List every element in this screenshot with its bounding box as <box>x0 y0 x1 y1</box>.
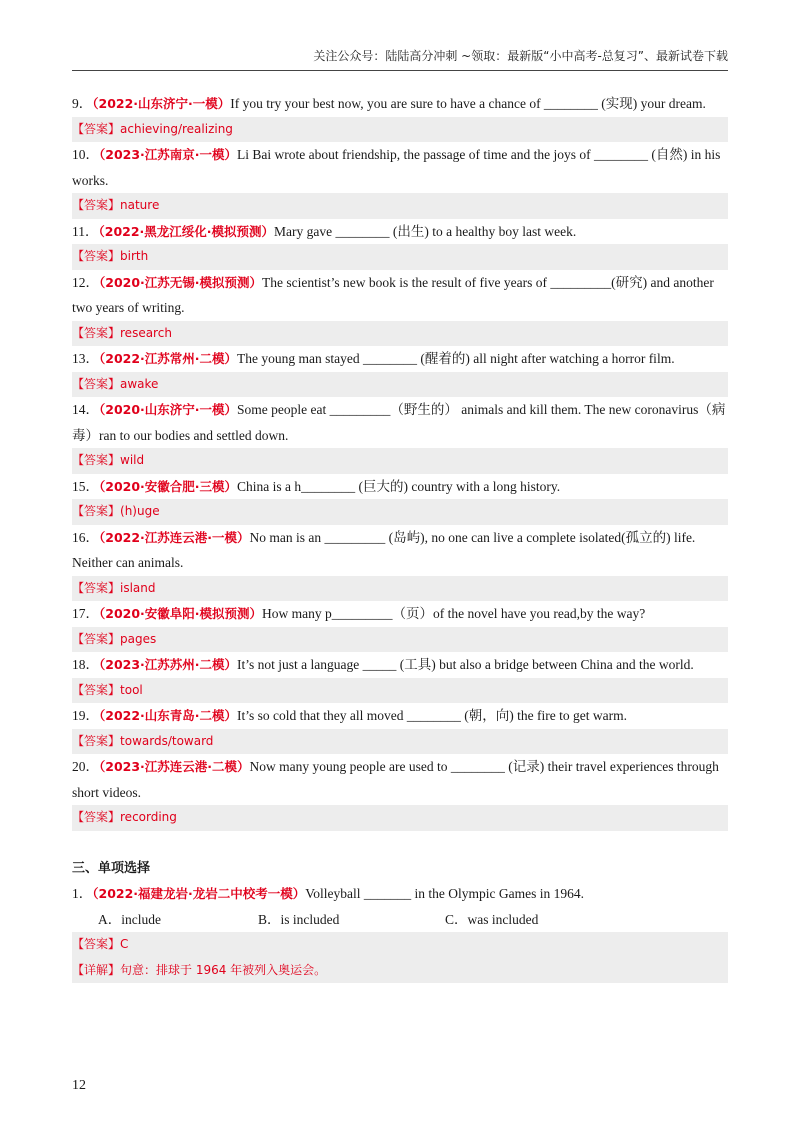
answer-text: achieving/realizing <box>120 121 233 136</box>
question-number: 13． <box>72 351 99 366</box>
answer-tag: 【答案】 <box>72 810 121 824</box>
answer-line <box>72 499 728 525</box>
question-text: Li Bai wrote about friendship, the passage of time and the joys of ________ (自然) in his works. <box>72 147 721 188</box>
page-number: 12 <box>72 1078 86 1093</box>
question-text: No man is an _________ (岛屿), no one can live a complete isolated(孤立的) life. Neither can animals. <box>72 529 696 570</box>
question <box>72 219 728 245</box>
choice-question <box>72 881 728 907</box>
fill-in-question-list <box>72 91 728 831</box>
answer-text: awake <box>120 376 159 391</box>
answer-text: research <box>120 325 172 340</box>
question-text: Now many young people are used to ________ (记录) their travel experiences through short videos. <box>72 759 719 800</box>
question <box>72 652 728 678</box>
header-divider <box>72 70 728 71</box>
question-number: 20． <box>72 759 99 774</box>
option-c: C．was included <box>445 911 539 927</box>
question-source: （2022·山东青岛·二模） <box>99 708 238 723</box>
answer-text: island <box>120 580 156 595</box>
answer-text: recording <box>120 810 177 824</box>
option-b: B．is included <box>258 911 340 927</box>
answer-text: C <box>120 937 129 951</box>
option-a: A．include <box>98 911 161 927</box>
answer-line <box>72 193 728 219</box>
answer-line <box>72 576 728 602</box>
question-source: （2020·山东济宁·一模） <box>99 402 238 417</box>
question-source: （2022·福建龙岩·龙岩二中校考一模） <box>92 886 306 901</box>
question-source: （2023·江苏苏州·二模） <box>99 657 238 672</box>
question-number: 15． <box>72 478 99 494</box>
question-number: 19． <box>72 708 99 723</box>
answer-tag: 【答案】 <box>72 249 121 263</box>
answer-text: wild <box>120 453 145 467</box>
question-source: （2020·江苏无锡·模拟预测） <box>99 274 263 290</box>
question <box>72 346 728 372</box>
question-source: （2020·安徽合肥·三模） <box>99 478 238 494</box>
answer-tag: 【答案】 <box>72 631 121 646</box>
answer-tag: 【答案】 <box>72 198 121 212</box>
answer-line <box>72 729 728 755</box>
question-text: Some people eat _________（野生的） animals and kill them. The new coronavirus（病毒）ran to our bodies and settled down. <box>72 402 726 443</box>
answer-tag: 【答案】 <box>72 325 121 340</box>
question-text: The young man stayed ________ (醒着的) all night after watching a horror film. <box>237 351 675 366</box>
question-text: How many p_________（页）of the novel have you read,by the way? <box>262 606 646 621</box>
detail-tag: 【详解】 <box>72 962 121 977</box>
question <box>72 270 728 321</box>
answer-tag: 【答案】 <box>72 682 121 697</box>
question-source: （2022·山东济宁·一模） <box>92 96 231 111</box>
question-source: （2022·黑龙江绥化·模拟预测） <box>98 223 275 239</box>
answer-text: nature <box>120 198 160 212</box>
question-text: The scientist’s new book is the result of five years of _________(研究) and another two years of writing. <box>72 274 714 315</box>
question-source: （2023·江苏南京·一模） <box>99 147 238 162</box>
question-source: （2022·江苏连云港·一模） <box>99 529 250 545</box>
answer-tag: 【答案】 <box>72 733 121 748</box>
detail-text: 句意：排球于 1964 年被列入奥运会。 <box>120 962 327 977</box>
document-body <box>72 91 728 983</box>
question-text: It’s not just a language _____ (工具) but also a bridge between China and the world. <box>237 657 694 672</box>
answer-text: (h)uge <box>120 504 160 518</box>
answer-tag: 【答案】 <box>72 121 121 136</box>
question-number: 11． <box>72 223 99 239</box>
question <box>72 703 728 729</box>
question-number: 18． <box>72 657 99 672</box>
answer-tag: 【答案】 <box>72 504 121 518</box>
answer-line <box>72 448 728 474</box>
answer-text: tool <box>120 682 143 697</box>
answer-line <box>72 372 728 398</box>
question-text: It’s so cold that they all moved ________ (朝，向) the fire to get warm. <box>237 708 627 723</box>
answer-line <box>72 932 728 958</box>
answer-line <box>72 678 728 704</box>
question <box>72 754 728 805</box>
detail-line <box>72 958 728 984</box>
question-number: 14． <box>72 402 99 417</box>
answer-tag: 【答案】 <box>72 937 121 951</box>
question-number: 9． <box>72 96 93 111</box>
question-number: 17． <box>72 606 99 621</box>
question-source: （2023·江苏连云港·二模） <box>99 759 250 774</box>
answer-text: birth <box>120 249 149 263</box>
question-number: 12． <box>72 274 99 290</box>
answer-line <box>72 627 728 653</box>
answer-line <box>72 805 728 831</box>
question <box>72 601 728 627</box>
answer-line <box>72 321 728 347</box>
answer-tag: 【答案】 <box>72 580 121 595</box>
answer-tag: 【答案】 <box>72 453 121 467</box>
question-source: （2022·江苏常州·二模） <box>99 351 238 366</box>
question-number: 10． <box>72 147 99 162</box>
answer-line <box>72 117 728 143</box>
page-header: 关注公众号：陆陆高分冲刺 ~领取：最新版“小中高考-总复习”、最新试卷下载 <box>313 49 728 63</box>
question <box>72 397 728 448</box>
question <box>72 91 728 117</box>
section-title: 三、单项选择 <box>72 860 151 876</box>
question-text: Mary gave ________ (出生) to a healthy boy last week. <box>274 223 577 239</box>
question <box>72 474 728 500</box>
question-number: 1． <box>72 886 93 901</box>
question-number: 16． <box>72 529 99 545</box>
question-text: China is a h________ (巨大的) country with a long history. <box>237 478 561 494</box>
question-text: If you try your best now, you are sure to have a chance of ________ (实现) your dream. <box>230 96 706 111</box>
question <box>72 525 728 576</box>
answer-line <box>72 244 728 270</box>
answer-tag: 【答案】 <box>72 376 121 391</box>
question-text: Volleyball _______ in the Olympic Games in 1964. <box>305 886 585 901</box>
question-source: （2020·安徽阜阳·模拟预测） <box>99 606 263 621</box>
question <box>72 142 728 193</box>
choice-options <box>72 907 728 933</box>
answer-text: pages <box>120 631 157 646</box>
answer-text: towards/toward <box>120 733 214 748</box>
